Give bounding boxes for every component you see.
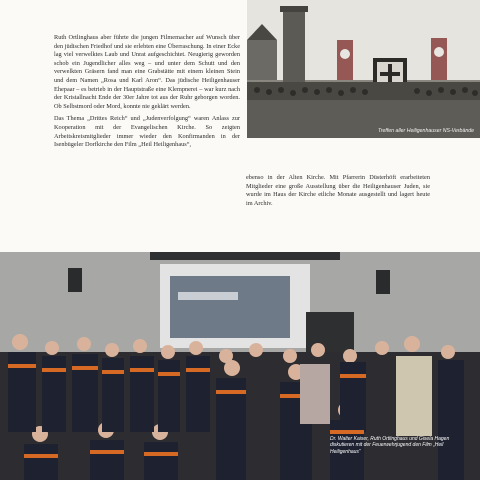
paragraph-ausstellung: ebenso in der Alten Kirche. Mit Pfarrerin Düsterhöft erarbeiteten Mitglieder eine große Ausstellung über die Heiligenhauser Juden, sie wurde im Haus der Kirche etliche Monate ausgestellt und lagert heute im Archiv. [246, 174, 430, 207]
historic-rally-photo [247, 0, 480, 138]
text-column-left [54, 34, 240, 154]
top-photo-caption: Treffen aller Heiligenhauser NS-Verbände [377, 128, 474, 134]
paragraph-kooperation: Das Thema „Drittes Reich“ und „Judenverfolgung“ waren Anlass zur Kooperation mit der Evangelischen Kirche. So zeigten Arbeitskreismitglieder immer wieder den Konfirmanden in der Isenbügeler Dorfkirche den Film „Heil Heiligenhaus“, [54, 115, 240, 149]
rally-photo-illustration [247, 0, 480, 138]
group-photo [0, 252, 480, 480]
paragraph-friedhof: Ruth Ortlinghaus aber führte die jungen Filmemacher auf Wunsch über den jüdischen Friedhof und sie erlebten eine Überraschung. In einer Ecke lag viel verwelktes Laub und Unrat aufgeschichtet. Neugierig geworden schob ein Jugendlicher alles weg – und unter dem Schutt und den verwelkten Gräsern fand man eine Grabstätte mit einem kleinen Stein und dem Namen „Rosa und Karl Aron“. Das jüdische Heiligenhauser Ehepaar – es betrieb in der Hauptstraße eine Klempnerei – war kurz nach der Kristallnacht Ende der 30er Jahre tot aus der Ruhr geborgen worden. Ob Selbstmord oder Mord, konnte nie geklärt werden. [54, 34, 240, 110]
bottom-photo-caption: Dr. Walter Kaiser, Ruth Ortlinghaus und Gisela Hagen diskutieren mit der Feuerwehrjugend den Film „Heil Heiligenhaus“ [330, 436, 450, 455]
text-column-right [246, 174, 430, 208]
